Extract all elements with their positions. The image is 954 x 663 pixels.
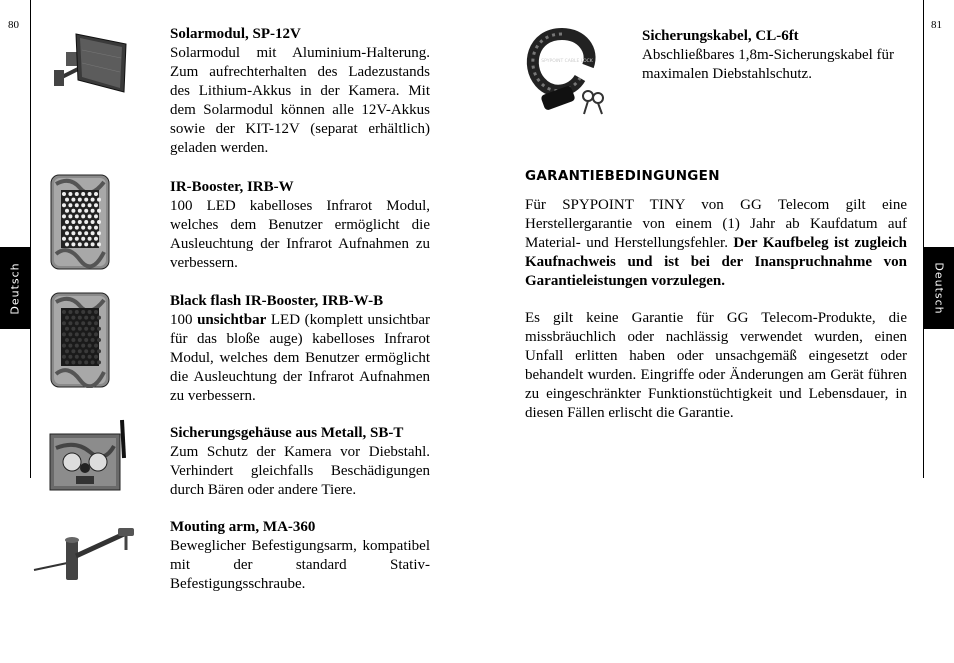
- accessory-description: [170, 311, 430, 406]
- page-number-right: 81: [931, 19, 942, 31]
- ir-booster-image: [50, 174, 110, 270]
- language-tab-right-label: Deutsch: [932, 261, 946, 315]
- accessory-title: Sicherungskabel, CL-6ft: [642, 28, 799, 44]
- accessory-description: 100 LED kabelloses Infrarot Modul, welches dem Benutzer ermöglicht die Ausleuchtung der Infrarot Aufnahmen zu verbessern.: [170, 198, 430, 271]
- accessory-solar-module: [170, 25, 430, 158]
- accessory-title: Black flash IR-Booster, IRB-W-B: [170, 293, 384, 309]
- warranty-heading: GARANTIEBEDINGUNGEN: [525, 168, 720, 184]
- warranty-text: Für SPYPOINT TINY von GG Telecom gilt eine Herstellergarantie von einem (1) Jahr ab Kaufdatum auf Material- und Herstellungsfehler.: [525, 197, 907, 251]
- language-tab-left: [0, 247, 30, 329]
- description-prefix: 100: [170, 312, 198, 328]
- accessory-security-box: [170, 424, 430, 500]
- page-number-left: 80: [8, 19, 19, 31]
- mounting-arm-image: [32, 522, 140, 582]
- warranty-paragraph-2: [525, 309, 907, 423]
- warranty-exclusions: Es gilt keine Garantie für GG Telecom-Produkte, die missbräuchlich oder nachlässig verwendet wurden, einen Unfall erlitten haben oder unsachgemäß eingesetzt oder behandelt wurden. Eingriffe oder Änderungen am Gerät führen zu eingeschränkter Funktionstüchtigkeit und Lebensdauer, in diesen Fällen erlischt die Garantie.: [525, 310, 907, 421]
- accessory-description: Beweglicher Befestigungsarm, kompatibel mit der standard Stativ-Befestigungsschraube.: [170, 538, 430, 592]
- accessory-title: Solarmodul, SP-12V: [170, 26, 301, 42]
- accessory-description: Zum Schutz der Kamera vor Diebstahl. Verhindert gleichfalls Beschädigungen durch Bären oder andere Tiere.: [170, 444, 430, 498]
- description-suffix: LED (komplett unsichtbar für das bloße auge) kabelloses Infrarot Modul, welches dem Benutzer ermöglicht die Ausleuchtung der Infrarot Aufnahmen zu verbessern.: [170, 312, 431, 404]
- accessory-description: Solarmodul mit Aluminium-Halterung. Zum aufrechterhalten des Ladezustands des Lithium-Akkus in der Kamera. Mit dem Solarmodul können alle 12V-Akkus sowie der KIT-12V (separat erhältlich) geladen werden.: [170, 45, 430, 156]
- accessory-title: Mouting arm, MA-360: [170, 519, 316, 535]
- right-margin-rule: [923, 0, 924, 478]
- warranty-bold-note: Der Kaufbeleg ist zugleich Kaufnachweis und ist bei der Inanspruchnahme von Garantieleistungen vorzulegen.: [525, 235, 907, 289]
- accessory-mounting-arm: [170, 518, 430, 594]
- description-bold: unsichtbar: [197, 312, 267, 328]
- left-margin-rule: [30, 0, 31, 478]
- cable-marking: SPYPOINT CABLE LOCK: [541, 59, 593, 64]
- black-flash-booster-image: [50, 292, 110, 388]
- warranty-paragraph-1: [525, 196, 907, 291]
- cable-lock-image: [522, 26, 606, 118]
- accessory-cable-lock: [642, 27, 907, 84]
- security-box-image: [46, 418, 130, 494]
- accessory-title: Sicherungsgehäuse aus Metall, SB-T: [170, 425, 404, 441]
- accessory-black-flash-booster: [170, 292, 430, 406]
- accessory-ir-booster: [170, 178, 430, 273]
- accessory-description: Abschließbares 1,8m-Sicherungskabel für maximalen Diebstahlschutz.: [642, 47, 895, 82]
- language-tab-right: [924, 247, 954, 329]
- language-tab-left-label: Deutsch: [8, 261, 22, 315]
- accessory-title: IR-Booster, IRB-W: [170, 179, 294, 195]
- solar-panel-image: [50, 30, 130, 100]
